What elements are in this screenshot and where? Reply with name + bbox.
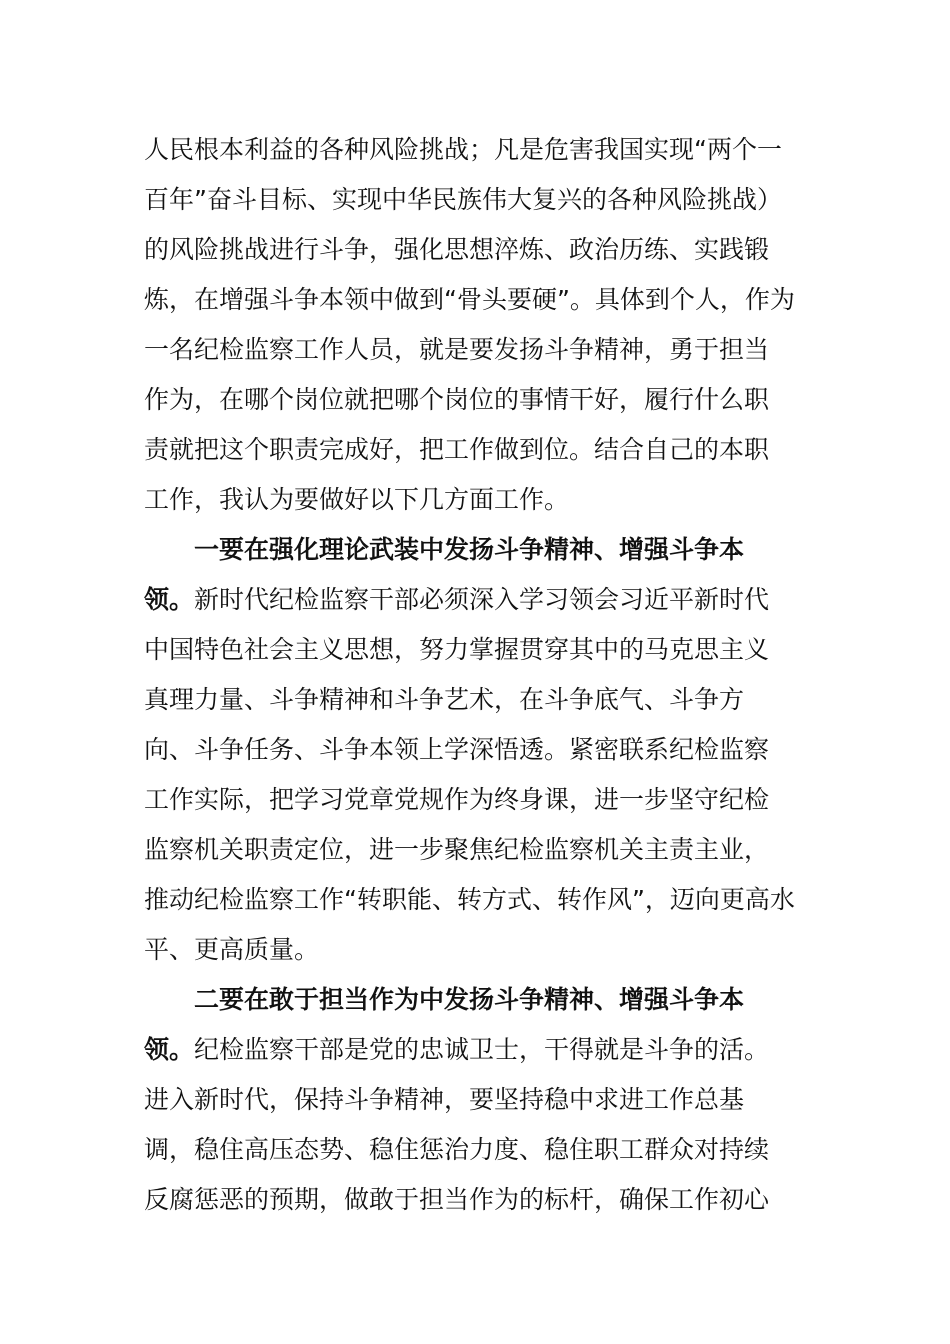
bold-text: 领。 [144, 585, 195, 614]
line-text: 工作，我认为要做好以下几方面工作。 [144, 485, 570, 514]
line-text: 纪检监察干部是党的忠诚卫士，干得就是斗争的活。 [194, 1035, 770, 1064]
text-line [144, 725, 810, 775]
line-text: 平、更高质量。 [144, 935, 320, 964]
text-line [144, 225, 810, 275]
line-text: 向、斗争任务、斗争本领上学深悟透。紧密联系纪检监察 [144, 735, 770, 764]
text-line [144, 925, 810, 975]
line-text: 一名纪检监察工作人员，就是要发扬斗争精神，勇于担当 [144, 335, 770, 364]
text-line [144, 425, 810, 475]
line-text: 真理力量、斗争精神和斗争艺术，在斗争底气、斗争方 [144, 685, 745, 714]
line-text: 责就把这个职责完成好，把工作做到位。结合自己的本职 [144, 435, 770, 464]
text-line [144, 375, 810, 425]
line-text: 炼，在增强斗争本领中做到“骨头要硬”。具体到个人，作为 [144, 285, 795, 314]
document-body [144, 125, 810, 1225]
line-text: 监察机关职责定位，进一步聚焦纪检监察机关主责主业， [144, 835, 770, 864]
text-line [144, 325, 810, 375]
section-heading-line [144, 975, 810, 1025]
line-text: 反腐惩恶的预期，做敢于担当作为的标杆，确保工作初心 [144, 1185, 770, 1214]
line-text: 作为，在哪个岗位就把哪个岗位的事情干好，履行什么职 [144, 385, 770, 414]
line-text: 推动纪检监察工作“转职能、转方式、转作风”，迈向更高水 [144, 885, 795, 914]
text-line [144, 125, 810, 175]
text-line [144, 1025, 810, 1075]
text-line [144, 625, 810, 675]
bold-text: 领。 [144, 1035, 195, 1064]
text-line [144, 825, 810, 875]
line-text: 新时代纪检监察干部必须深入学习领会习近平新时代 [194, 585, 770, 614]
line-text: 人民根本利益的各种风险挑战；凡是危害我国实现“两个一 [144, 135, 782, 164]
text-line [144, 175, 810, 225]
text-line [144, 775, 810, 825]
text-line [144, 475, 810, 525]
line-text: 百年”奋斗目标、实现中华民族伟大复兴的各种风险挑战） [144, 185, 782, 214]
bold-text: 二要在敢于担当作为中发扬斗争精神、增强斗争本 [194, 985, 745, 1014]
section-heading-line [144, 525, 810, 575]
line-text: 工作实际，把学习党章党规作为终身课，进一步坚守纪检 [144, 785, 770, 814]
line-text: 的风险挑战进行斗争，强化思想淬炼、政治历练、实践锻 [144, 235, 770, 264]
text-line [144, 1075, 810, 1125]
line-text: 调，稳住高压态势、稳住惩治力度、稳住职工群众对持续 [144, 1135, 770, 1164]
text-line [144, 1175, 810, 1225]
line-text: 进入新时代，保持斗争精神，要坚持稳中求进工作总基 [144, 1085, 745, 1114]
text-line [144, 575, 810, 625]
text-line [144, 875, 810, 925]
text-line [144, 275, 810, 325]
text-line [144, 675, 810, 725]
text-line [144, 1125, 810, 1175]
line-text: 中国特色社会主义思想，努力掌握贯穿其中的马克思主义 [144, 635, 770, 664]
bold-text: 一要在强化理论武装中发扬斗争精神、增强斗争本 [194, 535, 745, 564]
